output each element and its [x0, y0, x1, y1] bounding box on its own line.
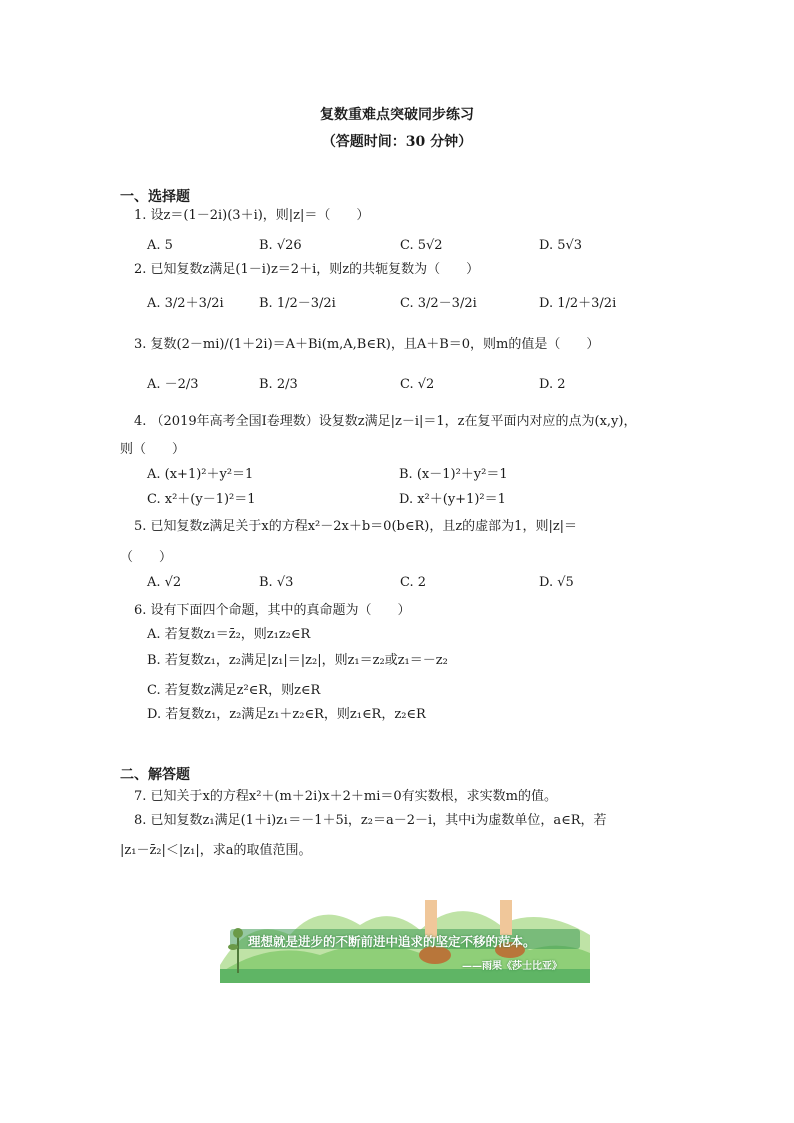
question-2-stem: 2. 已知复数z满足(1－i)z＝2＋i，则z的共轭复数为（ ）: [134, 262, 480, 277]
question-5-stem-continued: （ ）: [120, 550, 173, 565]
question-5-stem: 5. 已知复数z满足关于x的方程x²－2x＋b＝0(b∈R)，且z的虚部为1，则|z|＝: [134, 519, 578, 534]
section-heading-answer: 二、解答题: [120, 767, 190, 783]
question-2-option-c: C. 3/2－3/2i: [400, 296, 477, 311]
question-5-option-b: B. √3: [259, 575, 294, 590]
question-5-option-a: A. √2: [147, 575, 182, 590]
question-4-option-b: B. (x－1)²＋y²＝1: [399, 467, 508, 482]
question-2-option-b: B. 1/2－3/2i: [259, 296, 336, 311]
question-2-option-a: A. 3/2＋3/2i: [147, 296, 224, 311]
question-1-option-c: C. 5√2: [400, 238, 443, 253]
question-8-stem-continued: |z₁－z̄₂|＜|z₁|，求a的取值范围。: [120, 843, 312, 858]
question-1-stem: 1. 设z＝(1－2i)(3＋i)，则|z|＝（ ）: [134, 208, 370, 223]
question-2-option-d: D. 1/2＋3/2i: [539, 296, 617, 311]
question-4-option-d: D. x²＋(y+1)²＝1: [399, 492, 506, 507]
question-1-option-d: D. 5√3: [539, 238, 583, 253]
document-subtitle: （答题时间：30 分钟）: [321, 134, 473, 150]
question-6-option-a: A. 若复数z₁＝z̄₂，则z₁z₂∈R: [147, 627, 311, 642]
question-4-option-a: A. (x+1)²＋y²＝1: [147, 467, 254, 482]
question-3-stem: 3. 复数(2－mi)/(1＋2i)＝A＋Bi(m,A,B∈R)，且A＋B＝0，则m的值是（ ）: [134, 337, 600, 352]
banner-quote: 理想就是进步的不断前进中追求的坚定不移的范本。: [248, 934, 536, 949]
question-1-option-a: A. 5: [147, 238, 173, 253]
question-5-option-d: D. √5: [539, 575, 574, 590]
question-4-stem: 4. （2019年高考全国Ⅰ卷理数）设复数z满足|z－i|＝1，z在复平面内对应的点为(x,y)，: [134, 414, 637, 429]
question-4-stem-continued: 则（ ）: [120, 442, 186, 457]
question-5-option-c: C. 2: [400, 575, 427, 590]
question-6-stem: 6. 设有下面四个命题，其中的真命题为（ ）: [134, 603, 411, 618]
question-8-stem: 8. 已知复数z₁满足(1＋i)z₁＝－1＋5i，z₂＝a－2－i，其中i为虚数单位，a∈R，若: [134, 813, 607, 828]
banner-author: ——雨果《莎士比亚》: [462, 961, 562, 972]
question-6-option-b: B. 若复数z₁，z₂满足|z₁|＝|z₂|，则z₁＝z₂或z₁＝－z₂: [147, 653, 448, 668]
question-3-option-c: C. √2: [400, 377, 435, 392]
question-6-option-c: C. 若复数z满足z²∈R，则z∈R: [147, 683, 321, 698]
question-6-option-d: D. 若复数z₁，z₂满足z₁＋z₂∈R，则z₁∈R，z₂∈R: [147, 707, 426, 722]
question-1-option-b: B. √26: [259, 238, 302, 253]
question-3-option-b: B. 2/3: [259, 377, 298, 392]
question-7-stem: 7. 已知关于x的方程x²＋(m＋2i)x＋2＋mi＝0有实数根，求实数m的值。: [134, 789, 557, 804]
question-3-option-d: D. 2: [539, 377, 566, 392]
question-4-option-c: C. x²＋(y－1)²＝1: [147, 492, 256, 507]
question-3-option-a: A. －2/3: [147, 377, 199, 392]
section-heading-choice: 一、选择题: [120, 189, 190, 205]
document-title: 复数重难点突破同步练习: [320, 107, 474, 123]
